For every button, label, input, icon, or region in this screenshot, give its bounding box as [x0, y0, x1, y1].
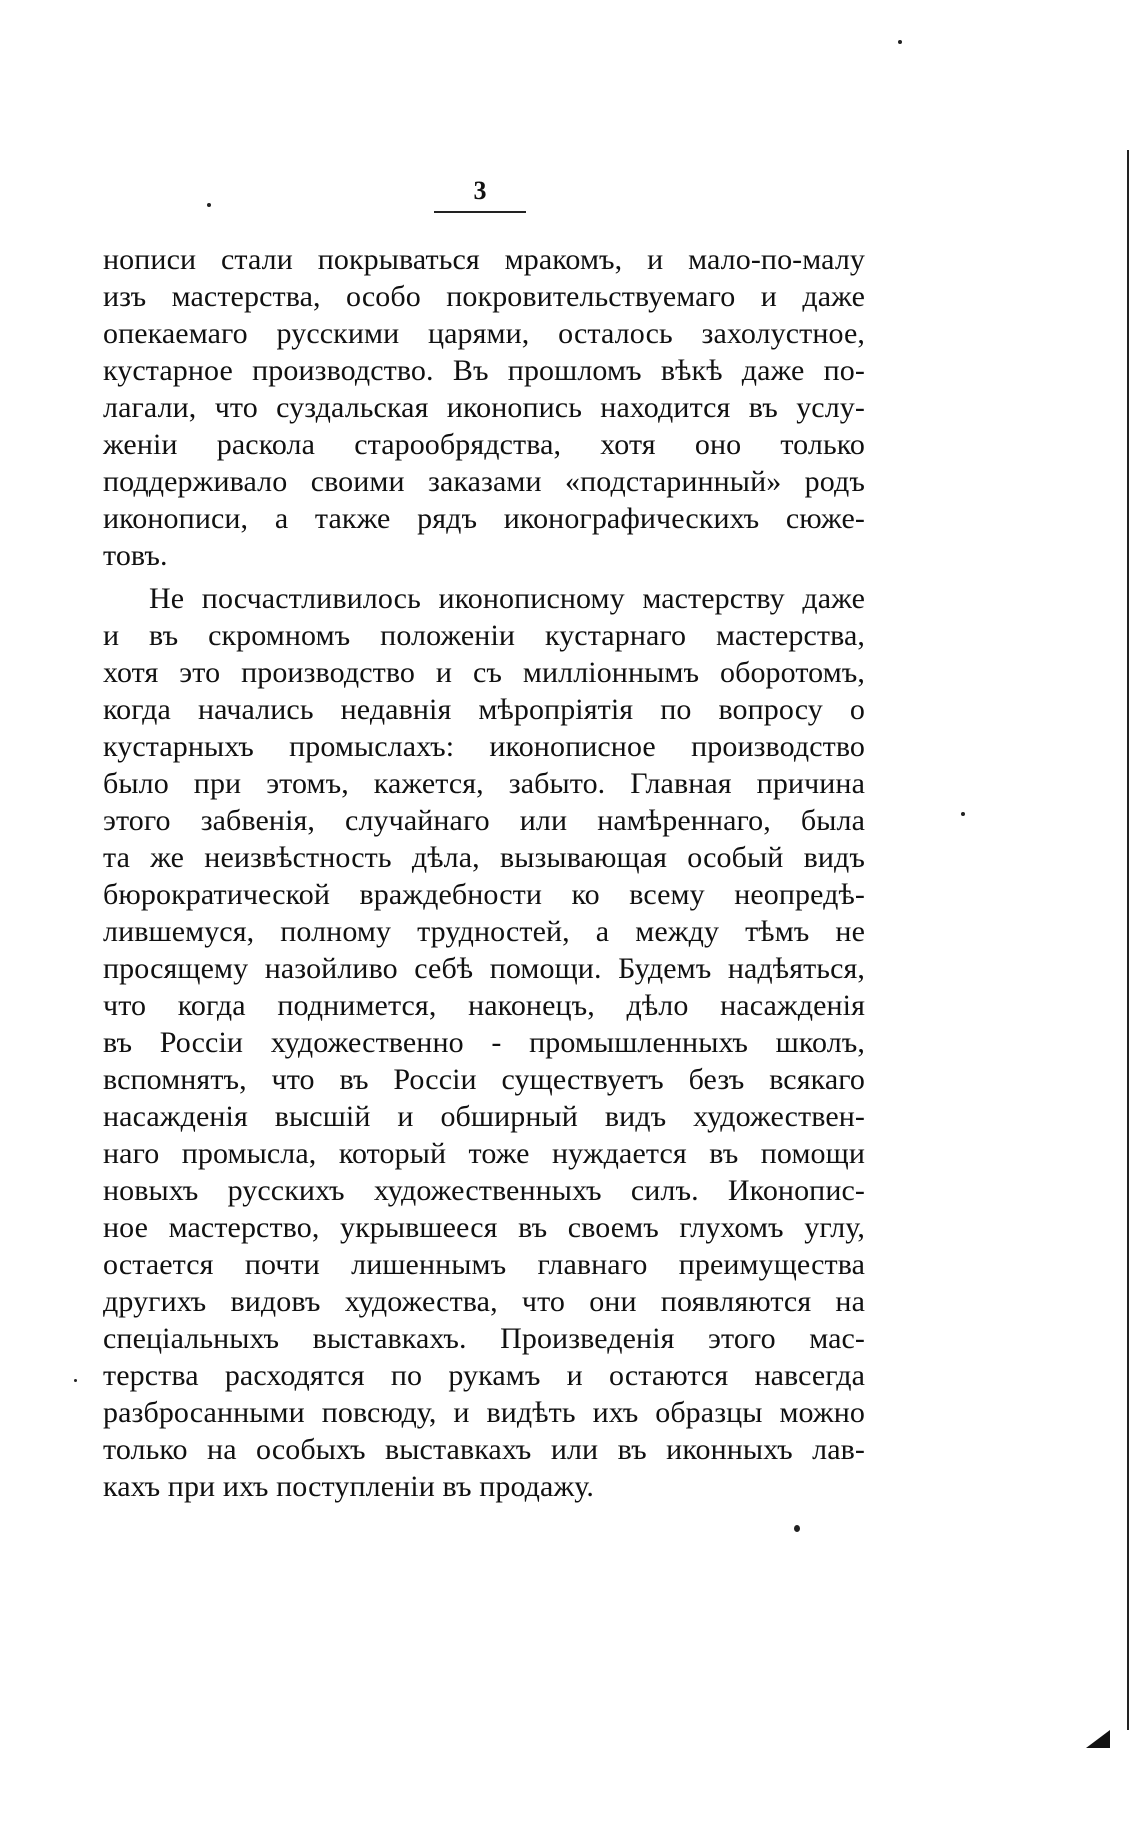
- text-line: женіи раскола старообрядства, хотя оно только: [103, 428, 865, 461]
- text-line: иконописи, а также рядъ иконографическихъ сюже-: [103, 502, 865, 535]
- text-line: новыхъ русскихъ художественныхъ силъ. Иконопис-: [103, 1174, 865, 1207]
- text-line: та же неизвѣстность дѣла, вызывающая особый видъ: [103, 841, 865, 874]
- text-line: кустарное производство. Въ прошломъ вѣкѣ даже по-: [103, 354, 865, 387]
- print-speck: [74, 1379, 77, 1382]
- page-edge-rule: [1127, 150, 1129, 1730]
- text-line: только на особыхъ выставкахъ или въ иконныхъ лав-: [103, 1433, 865, 1466]
- text-line: насажденія высшій и обширный видъ художествен-: [103, 1100, 865, 1133]
- text-line: разбросанными повсюду, и видѣть ихъ образцы можно: [103, 1396, 865, 1429]
- text-line: другихъ видовъ художества, что они появляются на: [103, 1285, 865, 1318]
- paragraph: [103, 241, 865, 574]
- text-line: спеціальныхъ выставкахъ. Произведенія этого мас-: [103, 1322, 865, 1355]
- text-line: хотя это производство и съ милліоннымъ оборотомъ,: [103, 656, 865, 689]
- text-line: опекаемаго русскими царями, осталось захолустное,: [103, 317, 865, 350]
- text-line: лагали, что суздальская иконопись находится въ услу-: [103, 391, 865, 424]
- body-text: [103, 241, 865, 1505]
- text-line: терства расходятся по рукамъ и остаются навсегда: [103, 1359, 865, 1392]
- text-line: лившемуся, полному трудностей, а между тѣмъ не: [103, 915, 865, 948]
- text-line: вспомнятъ, что въ Россіи существуетъ безъ всякаго: [103, 1063, 865, 1096]
- page-number: 3: [473, 176, 487, 205]
- text-line: изъ мастерства, особо покровительствуемаго и даже: [103, 280, 865, 313]
- text-line: кахъ при ихъ поступленіи въ продажу.: [103, 1470, 594, 1503]
- print-speck: [207, 203, 211, 207]
- text-line: нописи стали покрываться мракомъ, и мало-по-малу: [103, 243, 865, 276]
- text-line: кустарныхъ промыслахъ: иконописное производство: [103, 730, 865, 763]
- text-line: когда начались недавнія мѣропріятія по вопросу о: [103, 693, 865, 726]
- text-line: поддерживало своими заказами «подстаринный» родъ: [103, 465, 865, 498]
- text-line: наго промысла, который тоже нуждается въ помощи: [103, 1137, 865, 1170]
- scan-corner-mark: [1086, 1730, 1110, 1748]
- page-number-rule: [434, 211, 526, 213]
- text-line: было при этомъ, кажется, забыто. Главная причина: [103, 767, 865, 800]
- text-line: этого забвенія, случайнаго или намѣреннаго, была: [103, 804, 865, 837]
- print-speck: [794, 1525, 800, 1532]
- text-line: просящему назойливо себѣ помощи. Будемъ надѣяться,: [103, 952, 865, 985]
- text-line: Не посчастливилось иконописному мастерству даже: [149, 582, 865, 615]
- text-line: товъ.: [103, 539, 168, 572]
- text-line: что когда поднимется, наконецъ, дѣло насажденія: [103, 989, 865, 1022]
- text-line: въ Россіи художественно - промышленныхъ школъ,: [103, 1026, 865, 1059]
- print-speck: [961, 812, 965, 816]
- text-line: ное мастерство, укрывшееся въ своемъ глухомъ углу,: [103, 1211, 865, 1244]
- text-line: остается почти лишеннымъ главнаго преимущества: [103, 1248, 865, 1281]
- print-speck: [898, 40, 902, 44]
- text-line: и въ скромномъ положеніи кустарнаго мастерства,: [103, 619, 865, 652]
- text-line: бюрократической враждебности ко всему неопредѣ-: [103, 878, 865, 911]
- paragraph: [103, 580, 865, 1505]
